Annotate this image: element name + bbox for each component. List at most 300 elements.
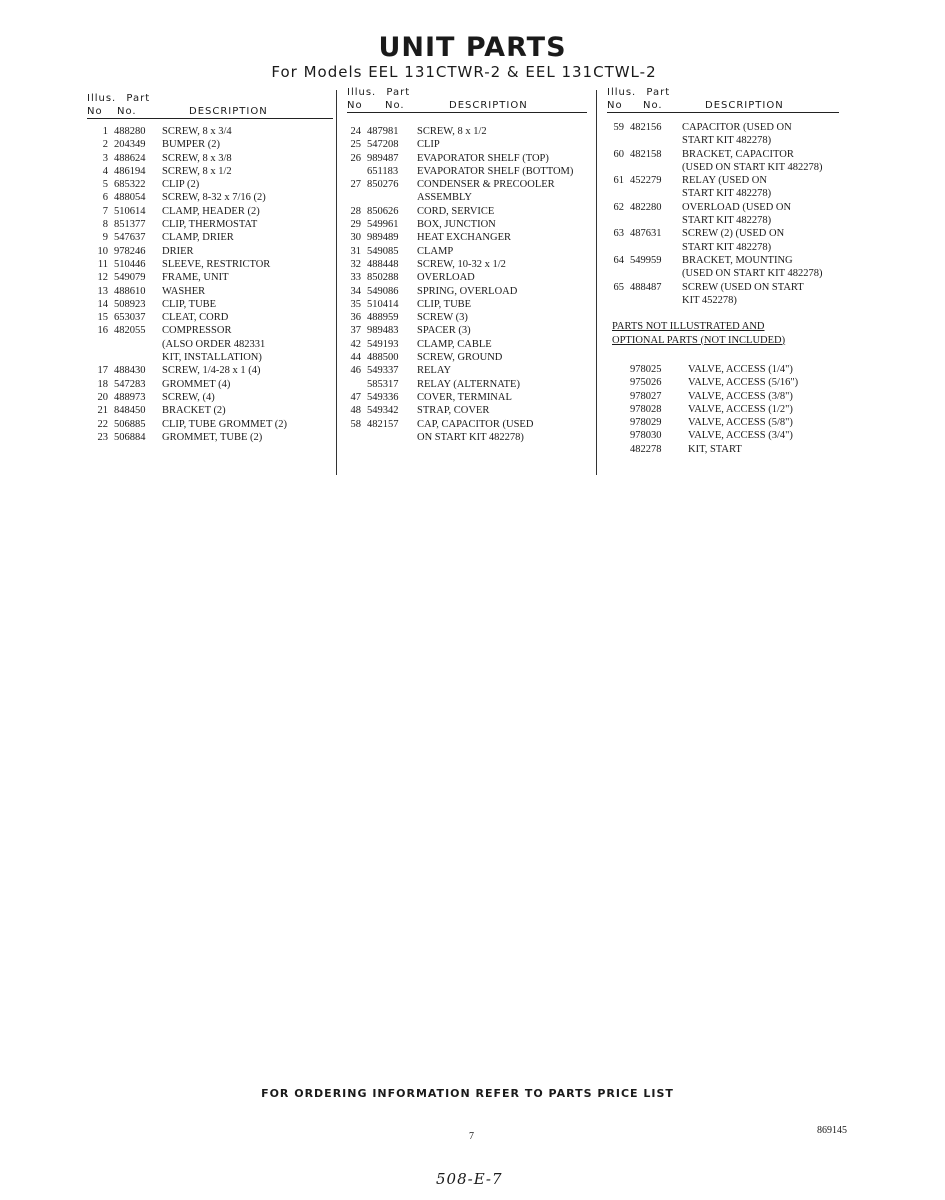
illus-number: 46 [350,365,361,377]
illus-number [340,431,367,444]
part-number: 506884 [114,431,146,443]
table-row [630,443,798,456]
no-header: No [87,106,103,117]
table-row [84,351,287,364]
part-header: Part [126,93,151,104]
part-description: BRACKET (2) [162,405,226,417]
part-number: 848450 [114,405,146,417]
part-number [367,431,417,444]
table-row [600,294,822,307]
part-description: VALVE, ACCESS (5/8") [688,417,793,429]
part-number: 989483 [367,325,399,337]
part-number: 506885 [114,418,146,430]
part-description: COMPRESSOR [162,325,232,337]
handwritten-note: 508-E-7 [436,1170,503,1188]
part-number: 488959 [367,312,399,324]
illus-number: 3 [102,152,108,164]
part-description: WASHER [162,285,206,297]
table-row [340,418,573,431]
part-description: SCREW, 8 x 3/4 [162,126,232,137]
illus-number: 6 [102,192,108,204]
part-description: RELAY (ALTERNATE) [417,378,520,390]
table-row [340,178,573,191]
part-number: 488487 [630,281,662,293]
part-number [630,161,682,174]
table-row [84,258,287,271]
table-row [84,338,287,351]
illus-number: 42 [350,338,361,350]
part-number: 975026 [630,377,662,389]
part-description: RELAY (USED ON [682,175,767,187]
part-description: CAPACITOR (USED ON [682,122,792,133]
table-row [600,134,822,147]
illus-number [340,191,367,204]
illus-number: 4 [102,165,108,177]
table-row [84,205,287,218]
table-row [630,429,798,442]
part-description: SCREW, 1/4-28 x 1 (4) [162,365,261,377]
illus-number: 32 [350,258,361,270]
part-number: 482055 [114,325,146,337]
part-number: 487981 [367,126,399,137]
part-description: BUMPER (2) [162,139,221,151]
part-description: CONDENSER & PRECOOLER [417,179,555,191]
part-description: SCREW, 8 x 1/2 [162,165,232,177]
table-row [84,165,287,178]
table-row [340,364,573,377]
note-line: PARTS NOT ILLUSTRATED AND [612,321,765,332]
part-description: SCREW (3) [417,312,468,324]
part-number: 585317 [367,378,399,390]
part-number: 482280 [630,201,662,213]
table-row [600,227,822,240]
part-description: VALVE, ACCESS (1/2") [688,403,793,415]
illus-number: 30 [350,232,361,244]
illus-number [600,134,630,147]
table-row [340,138,573,151]
illus-number: 17 [97,365,108,377]
part-number: 487631 [630,228,662,240]
part-description: CLEAT, CORD [162,312,229,324]
table-row [84,364,287,377]
part-description: GROMMET (4) [162,378,231,390]
table-row [84,231,287,244]
part-number: 488610 [114,285,146,297]
table-row [340,271,573,284]
part-number [630,214,682,227]
illus-number: 13 [97,285,108,297]
part-description: START KIT 482278) [682,188,772,200]
part-no-header: No. [117,106,137,117]
illus-number: 9 [102,232,108,244]
part-description: SCREW, 10-32 x 1/2 [417,258,506,270]
part-number: 653037 [114,312,146,324]
part-header: Part [646,87,671,98]
illus-number: 60 [613,148,624,160]
table-row [84,271,287,284]
table-row [630,363,798,376]
part-description: DRIER [162,245,194,257]
part-description: BRACKET, CAPACITOR [682,148,794,160]
table-row [600,241,822,254]
illus-number: 33 [350,272,361,284]
table-row [340,125,573,138]
part-description: BRACKET, MOUNTING [682,254,793,266]
illus-number: 26 [350,152,361,164]
illus-header: Illus. [347,87,377,98]
table-row [600,174,822,187]
table-row [84,178,287,191]
illus-number [600,161,630,174]
table-row [340,378,573,391]
note-line: OPTIONAL PARTS (NOT INCLUDED) [612,334,786,346]
table-row [340,258,573,271]
part-number: 851377 [114,219,146,231]
table-row [340,165,573,178]
table-row [340,245,573,258]
part-number: 482278 [630,443,662,455]
part-description: VALVE, ACCESS (3/8") [688,390,793,402]
part-description: CLIP (2) [162,179,200,191]
illus-number: 28 [350,205,361,217]
table-row [84,138,287,151]
table-row [84,404,287,417]
table-row [340,191,573,204]
part-number: 488500 [367,352,399,364]
part-number: 989487 [367,152,399,164]
page-title: UNIT PARTS [378,32,567,63]
part-number: 978246 [114,245,146,257]
illus-number: 24 [350,126,361,137]
illus-number: 31 [350,245,361,257]
part-number: 978025 [630,364,662,375]
part-number: 547208 [367,139,399,151]
illus-number: 36 [350,312,361,324]
table-row [600,148,822,161]
table-row [340,285,573,298]
table-row [340,218,573,231]
part-number: 547637 [114,232,146,244]
illus-number: 62 [613,201,624,213]
table-row [84,378,287,391]
illus-number: 15 [97,312,108,324]
illus-number: 61 [613,175,624,187]
table-row [600,214,822,227]
description-header: DESCRIPTION [189,106,268,117]
part-number: 508923 [114,298,146,310]
part-description: SLEEVE, RESTRICTOR [162,258,271,270]
part-description: CLIP, TUBE [417,298,472,310]
part-number: 482157 [367,418,399,430]
table-row [630,416,798,429]
part-number: 488624 [114,152,146,164]
table-row [600,254,822,267]
illus-number: 64 [613,254,624,266]
column-2-header [347,87,587,113]
part-number: 549342 [367,405,399,417]
part-description: GROMMET, TUBE (2) [162,431,263,443]
no-header: No [347,100,363,111]
illus-number: 29 [350,219,361,231]
part-number [630,187,682,200]
part-number: 488280 [114,126,146,137]
table-row [84,324,287,337]
part-description: START KIT 482278) [682,215,772,227]
table-row [630,390,798,403]
table-row [84,418,287,431]
table-row [340,391,573,404]
illus-number [600,187,630,200]
part-description: (ALSO ORDER 482331 [162,338,266,350]
part-description: SPRING, OVERLOAD [417,285,518,297]
part-number: 978028 [630,403,662,415]
table-row [340,152,573,165]
part-description: RELAY [417,365,452,377]
illus-number: 7 [102,205,108,217]
table-row [630,403,798,416]
part-number: 510446 [114,258,146,270]
illus-number: 12 [97,272,108,284]
part-number: 549961 [367,219,399,231]
part-number: 651183 [367,165,399,177]
part-description: KIT, INSTALLATION) [162,352,262,364]
table-row [340,324,573,337]
part-description: SCREW (2) (USED ON [682,228,785,240]
table-row [84,218,287,231]
part-number: 488973 [114,391,146,403]
part-description: CLAMP, CABLE [417,338,492,350]
part-number [367,191,417,204]
illus-number: 14 [97,298,108,310]
part-number [630,134,682,147]
part-description: ON START KIT 482278) [417,431,524,443]
part-number [630,241,682,254]
table-row [600,121,822,134]
illus-header: Illus. [87,93,117,104]
table-row [340,205,573,218]
column-divider-1 [336,90,337,475]
table-row [84,125,287,138]
part-description: OVERLOAD (USED ON [682,201,792,213]
part-number: 549337 [367,365,399,377]
part-description: SCREW, (4) [162,391,215,403]
part-number: 989489 [367,232,399,244]
part-description: HEAT EXCHANGER [417,232,512,244]
part-number: 549193 [367,338,399,350]
illus-number: 58 [350,418,361,430]
part-number: 549336 [367,391,399,403]
part-description: CORD, SERVICE [417,205,495,217]
part-description: SCREW, 8 x 3/8 [162,152,232,164]
part-number: 978030 [630,430,662,442]
no-header: No [607,100,623,111]
part-description: COVER, TERMINAL [417,391,512,403]
part-description: KIT 452278) [682,294,737,306]
part-number: 850288 [367,272,399,284]
table-row [84,298,287,311]
part-description: CLAMP, DRIER [162,232,234,244]
illus-number [600,267,630,280]
illus-number: 59 [613,122,624,133]
parts-column-1 [84,125,287,444]
optional-parts-note [612,320,785,347]
table-row [600,281,822,294]
illus-number: 20 [97,391,108,403]
table-row [600,201,822,214]
part-description: EVAPORATOR SHELF (TOP) [417,152,549,164]
part-description: SCREW, 8-32 x 7/16 (2) [162,192,266,204]
table-row [600,161,822,174]
table-row [340,298,573,311]
part-number [630,294,682,307]
part-number: 486194 [114,165,146,177]
part-description: START KIT 482278) [682,135,772,147]
part-number: 850276 [367,179,399,191]
illus-header: Illus. [607,87,637,98]
illus-number: 25 [350,139,361,151]
page-number: 7 [469,1131,474,1142]
illus-number: 63 [613,228,624,240]
part-description: (USED ON START KIT 482278) [682,268,823,280]
part-description: KIT, START [688,443,742,455]
illus-number: 21 [97,405,108,417]
illus-number [340,378,367,391]
part-header: Part [386,87,411,98]
illus-number: 23 [97,431,108,443]
table-row [84,191,287,204]
part-number: 549086 [367,285,399,297]
part-number: 488430 [114,365,146,377]
part-number [114,351,162,364]
part-number: 488054 [114,192,146,204]
part-number: 204349 [114,139,146,151]
part-description: SCREW (USED ON START [682,281,804,293]
table-row [600,267,822,280]
table-row [340,338,573,351]
table-row [340,431,573,444]
part-no-header: No. [385,100,405,111]
table-row [84,311,287,324]
part-number: 488448 [367,258,399,270]
table-row [84,431,287,444]
part-number: 549959 [630,254,662,266]
part-description: START KIT 482278) [682,241,772,253]
illus-number [84,338,114,351]
part-description: FRAME, UNIT [162,272,229,284]
illus-number: 22 [97,418,108,430]
part-number: 482156 [630,122,662,133]
column-divider-2 [596,90,597,475]
illus-number: 47 [350,391,361,403]
column-3-header [607,87,839,113]
part-description: CLIP, THERMOSTAT [162,219,258,231]
part-number: 549079 [114,272,146,284]
document-number: 869145 [817,1125,847,1136]
illus-number [84,351,114,364]
illus-number: 2 [102,139,108,151]
illus-number: 10 [97,245,108,257]
part-description: SPACER (3) [417,325,471,337]
illus-number: 18 [97,378,108,390]
page-subtitle: For Models EEL 131CTWR-2 & EEL 131CTWL-2 [271,63,657,81]
part-description: CAP, CAPACITOR (USED [417,418,534,430]
part-description: STRAP, COVER [417,405,490,417]
part-description: VALVE, ACCESS (1/4") [688,364,793,375]
parts-column-3 [600,121,822,307]
table-row [340,351,573,364]
part-description: CLIP [417,139,440,151]
part-no-header: No. [643,100,663,111]
part-number: 685322 [114,179,146,191]
part-number: 547283 [114,378,146,390]
ordering-info-footer: FOR ORDERING INFORMATION REFER TO PARTS PRICE LIST [261,1087,674,1100]
table-row [340,311,573,324]
illus-number: 16 [97,325,108,337]
part-description: CLIP, TUBE [162,298,217,310]
part-description: VALVE, ACCESS (3/4") [688,430,793,442]
illus-number: 8 [102,219,108,231]
part-number: 510614 [114,205,146,217]
table-row [84,285,287,298]
part-number: 452279 [630,175,662,187]
part-description: SCREW, 8 x 1/2 [417,126,487,137]
part-number [630,267,682,280]
part-description: CLIP, TUBE GROMMET (2) [162,418,288,430]
part-number: 510414 [367,298,399,310]
illus-number [600,214,630,227]
illus-number: 37 [350,325,361,337]
part-description: CLAMP [417,245,454,257]
illus-number [600,241,630,254]
illus-number: 44 [350,352,361,364]
part-number: 850626 [367,205,399,217]
illus-number: 65 [613,281,624,293]
part-description: SCREW, GROUND [417,352,503,364]
description-header: DESCRIPTION [449,100,528,111]
part-description: VALVE, ACCESS (5/16") [688,377,799,389]
column-1-header [87,93,333,119]
part-description: CLAMP, HEADER (2) [162,205,260,217]
illus-number: 1 [102,126,108,137]
table-row [630,376,798,389]
table-row [84,152,287,165]
part-description: (USED ON START KIT 482278) [682,161,823,173]
part-number: 978027 [630,390,662,402]
part-number: 978029 [630,417,662,429]
part-number: 549085 [367,245,399,257]
part-description: ASSEMBLY [417,192,472,204]
illus-number [340,165,367,178]
illus-number [600,294,630,307]
table-row [340,404,573,417]
part-number: 482158 [630,148,662,160]
illus-number: 27 [350,179,361,191]
part-description: EVAPORATOR SHELF (BOTTOM) [417,165,574,177]
table-row [84,245,287,258]
parts-column-2 [340,125,573,444]
table-row [84,391,287,404]
part-number [114,338,162,351]
table-row [340,231,573,244]
illus-number: 48 [350,405,361,417]
part-description: OVERLOAD [417,272,475,284]
part-description: BOX, JUNCTION [417,219,496,231]
illus-number: 35 [350,298,361,310]
description-header: DESCRIPTION [705,100,784,111]
illus-number: 11 [97,258,108,270]
table-row [600,187,822,200]
optional-parts-list [630,363,798,456]
